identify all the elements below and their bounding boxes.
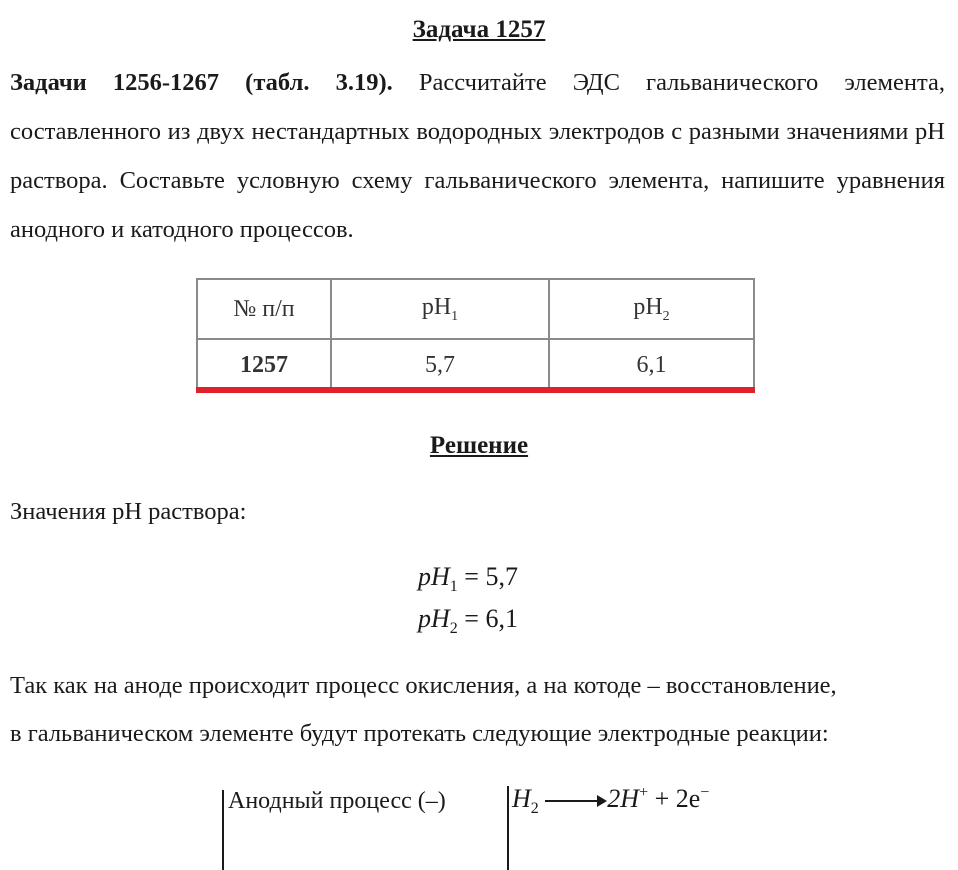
problem-statement [10,58,945,254]
problem-text: Рассчитайте ЭДС гальванического элемента, составленного из двух нестандартных водородных электродов с разными значениями pH раствора. Составьте условную схему гальванического элемента, напишите уравнения анодного и катодного процессов. [10,69,945,243]
anode-reaction: $H_2$ 2H+ + 2e− [512,784,710,817]
reaction-arrow-icon [545,794,607,808]
table-highlight-bar [196,387,755,393]
problem-lead: Задачи 1256-1267 (табл. 3.19). [10,69,393,96]
header-ph2: $pH_2$ [549,279,754,339]
cell-ph1: 5,7 [331,339,549,391]
table-header-row [197,279,754,339]
header-number: № п/п [197,279,331,339]
anode-label: Анодный процесс (–) [228,788,446,814]
header-ph1: $pH_1$ [331,279,549,339]
cell-number: 1257 [197,339,331,391]
scheme-divider-left [222,790,224,870]
table-row [197,339,754,391]
solution-title: Решение [429,432,529,459]
ph-intro: Значения pH раствора: [10,498,247,525]
explanation-line-1: Так как на аноде происходит процесс окисления, а на котоде – восстановление, [10,672,837,699]
page-title: Задача 1257 [412,16,546,43]
data-table [196,278,755,392]
explanation-line-2: в гальваническом элементе будут протекать следующие электродные реакции: [10,720,829,747]
cell-ph2: 6,1 [549,339,754,391]
formula-ph2: $pH_2 = 6,1$ [418,604,518,637]
formula-ph1: $pH_1 = 5,7$ [418,562,518,595]
scheme-divider-middle [507,786,509,870]
